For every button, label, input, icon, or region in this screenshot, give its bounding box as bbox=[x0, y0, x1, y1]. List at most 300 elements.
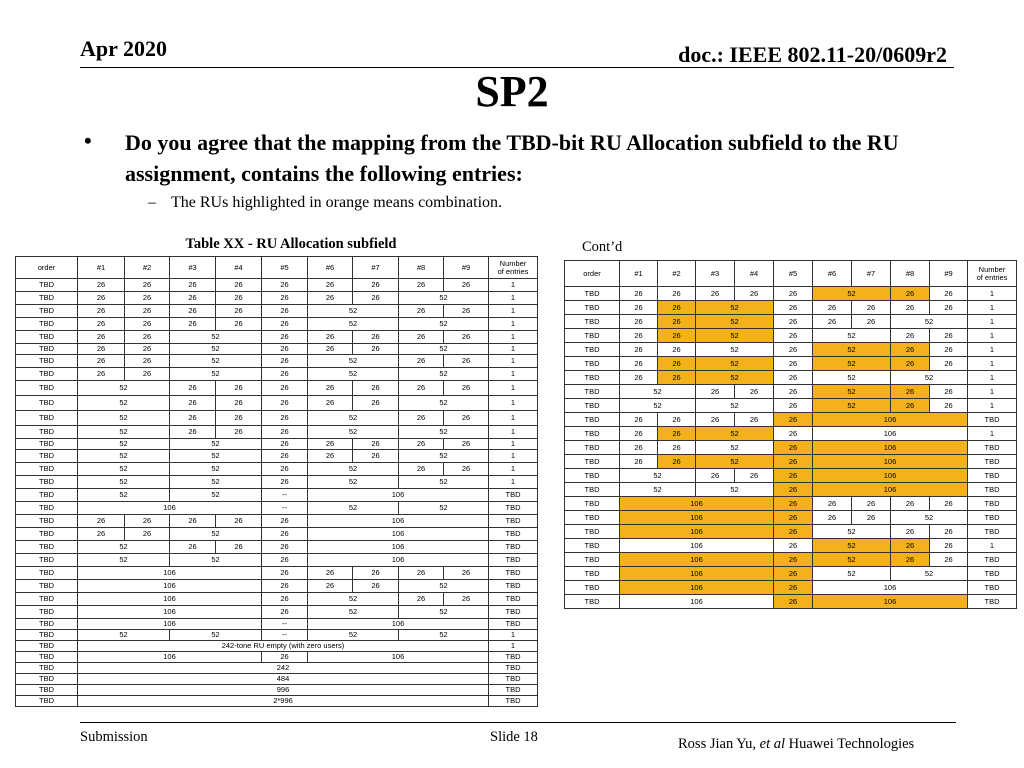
table-cell: 26 bbox=[735, 385, 774, 399]
table-cell: 26 bbox=[852, 511, 891, 525]
footer-rule bbox=[80, 722, 956, 723]
table-row bbox=[16, 368, 538, 381]
table-cell: 26 bbox=[930, 525, 968, 539]
table-cell: 26 bbox=[353, 344, 399, 355]
table-row bbox=[16, 292, 538, 305]
table-cell: 26 bbox=[262, 292, 308, 305]
table-header-cell: #7 bbox=[353, 257, 399, 279]
table-cell: TBD bbox=[968, 581, 1017, 595]
table-cell: 26 bbox=[170, 318, 216, 331]
table-cell: TBD bbox=[16, 463, 78, 476]
table-cell: 26 bbox=[852, 301, 891, 315]
table-cell: 52 bbox=[399, 426, 489, 439]
table-cell: 26 bbox=[216, 305, 262, 318]
table-cell: 1 bbox=[968, 287, 1017, 301]
table-row bbox=[565, 595, 1017, 609]
table-cell: 52 bbox=[308, 463, 399, 476]
table-cell: 26 bbox=[170, 292, 216, 305]
table-cell: 26 bbox=[170, 426, 216, 439]
table-row bbox=[16, 652, 538, 663]
table-cell: TBD bbox=[489, 652, 538, 663]
table-cell: 26 bbox=[774, 399, 813, 413]
table-row bbox=[565, 287, 1017, 301]
table-cell: 106 bbox=[308, 489, 489, 502]
table-cell: 26 bbox=[620, 413, 658, 427]
footer-submission: Submission bbox=[80, 729, 148, 745]
table-cell: 26 bbox=[620, 455, 658, 469]
ru-allocation-table bbox=[15, 256, 538, 707]
header-date: Apr 2020 bbox=[80, 36, 167, 61]
table-cell: 52 bbox=[813, 329, 891, 343]
table-cell: 52 bbox=[813, 357, 891, 371]
header-doc-id: doc.: IEEE 802.11-20/0609r2 bbox=[678, 42, 947, 67]
table-cell: 26 bbox=[774, 497, 813, 511]
table-cell: 52 bbox=[78, 630, 170, 641]
table-header-cell: #7 bbox=[852, 261, 891, 287]
table-row bbox=[16, 318, 538, 331]
table-row bbox=[16, 641, 538, 652]
table-row bbox=[16, 696, 538, 707]
table-cell: -- bbox=[262, 619, 308, 630]
table-cell: TBD bbox=[565, 371, 620, 385]
table-row bbox=[16, 580, 538, 593]
table-cell: TBD bbox=[489, 580, 538, 593]
table-row bbox=[16, 476, 538, 489]
table-cell: 52 bbox=[620, 399, 696, 413]
table-cell: 26 bbox=[696, 469, 735, 483]
table-cell: 52 bbox=[813, 371, 891, 385]
table-cell: 26 bbox=[262, 463, 308, 476]
table-cell: TBD bbox=[16, 318, 78, 331]
table-cell: 52 bbox=[399, 606, 489, 619]
table-cell: TBD bbox=[489, 674, 538, 685]
table-cell: 26 bbox=[891, 301, 930, 315]
table-cell: TBD bbox=[16, 476, 78, 489]
table-cell: TBD bbox=[16, 641, 78, 652]
table-cell: TBD bbox=[565, 287, 620, 301]
table-cell: 26 bbox=[216, 515, 262, 528]
table-cell: 52 bbox=[170, 489, 262, 502]
table-cell: 26 bbox=[813, 301, 852, 315]
table-cell: TBD bbox=[968, 525, 1017, 539]
table-cell: 52 bbox=[78, 439, 170, 450]
table-cell: 52 bbox=[891, 315, 968, 329]
table-cell: 52 bbox=[308, 426, 399, 439]
table-row bbox=[565, 371, 1017, 385]
table-row bbox=[16, 606, 538, 619]
table-cell: 26 bbox=[774, 343, 813, 357]
table-header-cell: #2 bbox=[125, 257, 170, 279]
table-cell: TBD bbox=[16, 674, 78, 685]
table-cell: 26 bbox=[444, 355, 489, 368]
table-cell: 26 bbox=[353, 439, 399, 450]
table-cell: 52 bbox=[308, 606, 399, 619]
table-row bbox=[565, 469, 1017, 483]
table-cell: 26 bbox=[774, 441, 813, 455]
table-cell: 26 bbox=[353, 279, 399, 292]
table-cell: 106 bbox=[813, 595, 968, 609]
table-row bbox=[16, 619, 538, 630]
table-cell: 106 bbox=[813, 427, 968, 441]
table-cell: TBD bbox=[565, 567, 620, 581]
table-cell: 26 bbox=[262, 567, 308, 580]
table-cell: 26 bbox=[891, 497, 930, 511]
table-header-cell: #3 bbox=[696, 261, 735, 287]
table-cell: TBD bbox=[968, 413, 1017, 427]
table-cell: 26 bbox=[308, 331, 353, 344]
table-cell: 52 bbox=[620, 483, 696, 497]
table-cell: 106 bbox=[308, 554, 489, 567]
table-cell: 52 bbox=[620, 469, 696, 483]
table-cell: TBD bbox=[489, 502, 538, 515]
table-cell: -- bbox=[262, 489, 308, 502]
table-cell: 52 bbox=[696, 455, 774, 469]
table-cell: 26 bbox=[262, 554, 308, 567]
table-cell: TBD bbox=[16, 450, 78, 463]
table-cell: 26 bbox=[308, 292, 353, 305]
table-cell: 106 bbox=[78, 619, 262, 630]
table-row bbox=[16, 567, 538, 580]
table-cell: 26 bbox=[658, 427, 696, 441]
table2-caption: Cont’d bbox=[582, 239, 623, 255]
table-row bbox=[16, 463, 538, 476]
table-cell: 26 bbox=[262, 305, 308, 318]
table-cell: 106 bbox=[620, 553, 774, 567]
table-cell: 26 bbox=[78, 515, 125, 528]
table-row bbox=[565, 497, 1017, 511]
table-cell: 52 bbox=[813, 385, 891, 399]
slide-title: SP2 bbox=[475, 67, 549, 116]
table-cell: 106 bbox=[813, 441, 968, 455]
table-cell: 26 bbox=[170, 305, 216, 318]
table-cell: 26 bbox=[216, 381, 262, 396]
table-cell: 26 bbox=[774, 595, 813, 609]
table-cell: 26 bbox=[735, 287, 774, 301]
table-cell: 26 bbox=[399, 331, 444, 344]
table-cell: TBD bbox=[16, 663, 78, 674]
table-cell: 1 bbox=[489, 318, 538, 331]
table-row bbox=[16, 411, 538, 426]
table-cell: 52 bbox=[813, 287, 891, 301]
table-cell: 26 bbox=[262, 318, 308, 331]
table-cell: TBD bbox=[489, 567, 538, 580]
table-cell: 26 bbox=[444, 381, 489, 396]
table-cell: 52 bbox=[813, 399, 891, 413]
table-cell: 26 bbox=[262, 450, 308, 463]
table-row bbox=[565, 385, 1017, 399]
table-cell: 26 bbox=[262, 331, 308, 344]
table-cell: 52 bbox=[813, 567, 891, 581]
table-row bbox=[16, 279, 538, 292]
table-cell: 106 bbox=[308, 528, 489, 541]
table-cell: 52 bbox=[308, 630, 399, 641]
table-cell: TBD bbox=[16, 331, 78, 344]
table-cell: 26 bbox=[262, 411, 308, 426]
table-cell: 52 bbox=[696, 315, 774, 329]
table-cell: 52 bbox=[399, 630, 489, 641]
table-cell: TBD bbox=[565, 315, 620, 329]
table-cell: TBD bbox=[16, 580, 78, 593]
table-row bbox=[16, 489, 538, 502]
table-cell: TBD bbox=[968, 553, 1017, 567]
table-row bbox=[565, 525, 1017, 539]
table-cell: 26 bbox=[444, 279, 489, 292]
table-cell: 106 bbox=[620, 539, 774, 553]
table-cell: 26 bbox=[125, 355, 170, 368]
table-cell: TBD bbox=[565, 511, 620, 525]
table-cell: 26 bbox=[308, 344, 353, 355]
table-cell: 26 bbox=[353, 396, 399, 411]
table-cell: 52 bbox=[308, 502, 399, 515]
table-row bbox=[16, 344, 538, 355]
table-cell: 26 bbox=[930, 399, 968, 413]
table-cell: 26 bbox=[891, 539, 930, 553]
table-cell: 106 bbox=[620, 511, 774, 525]
table-cell: TBD bbox=[565, 343, 620, 357]
table-cell: 1 bbox=[968, 371, 1017, 385]
table-cell: TBD bbox=[489, 663, 538, 674]
table-cell: TBD bbox=[565, 595, 620, 609]
table-cell: 26 bbox=[262, 593, 308, 606]
table-cell: 26 bbox=[353, 580, 399, 593]
table-cell: TBD bbox=[565, 497, 620, 511]
table-row bbox=[16, 630, 538, 641]
table-cell: 26 bbox=[308, 396, 353, 411]
table-cell: 26 bbox=[813, 511, 852, 525]
table-row bbox=[16, 528, 538, 541]
table-cell: 52 bbox=[78, 541, 170, 554]
table-cell: TBD bbox=[489, 528, 538, 541]
table1-caption: Table XX - RU Allocation subfield bbox=[185, 236, 397, 252]
table-cell: -- bbox=[262, 502, 308, 515]
table-cell: 26 bbox=[774, 553, 813, 567]
table-cell: TBD bbox=[16, 292, 78, 305]
table-cell: 26 bbox=[399, 305, 444, 318]
table-cell: 106 bbox=[620, 497, 774, 511]
table-cell: 1 bbox=[489, 426, 538, 439]
table-header-cell: #5 bbox=[262, 257, 308, 279]
table-header-cell: #3 bbox=[170, 257, 216, 279]
table-cell: 26 bbox=[262, 396, 308, 411]
table-cell: 26 bbox=[620, 287, 658, 301]
table-cell: 26 bbox=[125, 318, 170, 331]
table-cell: 106 bbox=[78, 580, 262, 593]
table-cell: 26 bbox=[620, 301, 658, 315]
ru-allocation-table-contd bbox=[564, 260, 1017, 609]
table-row bbox=[16, 331, 538, 344]
table-header-row bbox=[16, 257, 538, 279]
table-cell: 26 bbox=[353, 450, 399, 463]
table-cell: 26 bbox=[78, 331, 125, 344]
footer-author-org: Huawei Technologies bbox=[785, 736, 915, 752]
table-cell: 1 bbox=[489, 411, 538, 426]
table-cell: TBD bbox=[489, 619, 538, 630]
table-cell: TBD bbox=[565, 483, 620, 497]
table-cell: TBD bbox=[16, 355, 78, 368]
table-row bbox=[565, 315, 1017, 329]
table-cell: TBD bbox=[565, 539, 620, 553]
table-cell: 52 bbox=[78, 476, 170, 489]
table-row bbox=[565, 301, 1017, 315]
table-cell: 26 bbox=[658, 315, 696, 329]
table-row bbox=[16, 450, 538, 463]
table-cell: TBD bbox=[968, 441, 1017, 455]
table-cell: 26 bbox=[78, 305, 125, 318]
table-cell: 52 bbox=[696, 441, 774, 455]
table-cell: 26 bbox=[308, 381, 353, 396]
table-cell: 26 bbox=[735, 413, 774, 427]
table-cell: 26 bbox=[216, 318, 262, 331]
table-cell: 26 bbox=[444, 331, 489, 344]
table-cell: 52 bbox=[696, 357, 774, 371]
table-cell: 52 bbox=[399, 318, 489, 331]
table-cell: 106 bbox=[813, 581, 968, 595]
table-cell: 1 bbox=[489, 331, 538, 344]
table-cell: 52 bbox=[78, 396, 170, 411]
table-row bbox=[16, 381, 538, 396]
table-cell: 52 bbox=[170, 355, 262, 368]
table-cell: 26 bbox=[125, 368, 170, 381]
table-cell: 26 bbox=[125, 305, 170, 318]
table-cell: 106 bbox=[308, 652, 489, 663]
table-cell: 26 bbox=[891, 357, 930, 371]
table-row bbox=[565, 553, 1017, 567]
bullet-question: Do you agree that the mapping from the TBD-bit RU Allocation subfield to the RU assignment, contains the following entries: bbox=[125, 130, 899, 186]
table-cell: 26 bbox=[774, 539, 813, 553]
table-cell: 26 bbox=[353, 567, 399, 580]
footer-slide-number: Slide 18 bbox=[490, 729, 538, 745]
table-row bbox=[565, 413, 1017, 427]
table-cell: 26 bbox=[125, 292, 170, 305]
table-cell: 26 bbox=[658, 413, 696, 427]
table-cell: 26 bbox=[262, 439, 308, 450]
table-cell: 26 bbox=[308, 580, 353, 593]
table-cell: 26 bbox=[774, 385, 813, 399]
table-cell: 26 bbox=[930, 357, 968, 371]
table-header-cell: #8 bbox=[399, 257, 444, 279]
table-cell: 52 bbox=[78, 411, 170, 426]
table-cell: 26 bbox=[170, 411, 216, 426]
table-cell: TBD bbox=[489, 554, 538, 567]
table-row bbox=[16, 502, 538, 515]
table-cell: TBD bbox=[565, 455, 620, 469]
table-cell: 106 bbox=[78, 502, 262, 515]
table-cell: 26 bbox=[444, 411, 489, 426]
table-row bbox=[565, 441, 1017, 455]
table-cell: TBD bbox=[489, 541, 538, 554]
table-cell: 106 bbox=[308, 515, 489, 528]
table-row bbox=[565, 511, 1017, 525]
table-cell: 26 bbox=[78, 318, 125, 331]
table-cell: 26 bbox=[891, 385, 930, 399]
table-cell: 106 bbox=[78, 567, 262, 580]
table-header-cell: #5 bbox=[774, 261, 813, 287]
table-cell: 26 bbox=[774, 427, 813, 441]
table-cell: 52 bbox=[170, 528, 262, 541]
table-cell: 52 bbox=[170, 554, 262, 567]
table-cell: 26 bbox=[774, 525, 813, 539]
table-cell: 26 bbox=[774, 413, 813, 427]
table-cell: 52 bbox=[696, 371, 774, 385]
table-row bbox=[16, 355, 538, 368]
table-header-cell: #8 bbox=[891, 261, 930, 287]
table-cell: 26 bbox=[262, 606, 308, 619]
table-cell: 26 bbox=[658, 287, 696, 301]
table-row bbox=[16, 439, 538, 450]
table-cell: TBD bbox=[565, 441, 620, 455]
table-cell: 26 bbox=[170, 381, 216, 396]
table-cell: 26 bbox=[891, 287, 930, 301]
table-cell: 1 bbox=[489, 305, 538, 318]
table-cell: 26 bbox=[658, 343, 696, 357]
table-row bbox=[565, 427, 1017, 441]
table-cell: TBD bbox=[16, 652, 78, 663]
table-cell: 26 bbox=[125, 331, 170, 344]
table-cell: TBD bbox=[489, 606, 538, 619]
table-cell: 52 bbox=[170, 439, 262, 450]
table-cell: 52 bbox=[399, 396, 489, 411]
table-cell: 26 bbox=[262, 368, 308, 381]
table-cell: 242 bbox=[78, 663, 489, 674]
table-cell: 52 bbox=[696, 399, 774, 413]
table-cell: 26 bbox=[262, 426, 308, 439]
sub-bullet-text: The RUs highlighted in orange means combination. bbox=[171, 194, 503, 211]
table-cell: 1 bbox=[489, 368, 538, 381]
table-cell: 26 bbox=[813, 497, 852, 511]
table-cell: 52 bbox=[170, 463, 262, 476]
table-row bbox=[16, 685, 538, 696]
table-cell: 52 bbox=[696, 483, 774, 497]
table-cell: 26 bbox=[78, 344, 125, 355]
table-cell: 242-tone RU empty (with zero users) bbox=[78, 641, 489, 652]
table-cell: TBD bbox=[16, 344, 78, 355]
table-cell: 26 bbox=[78, 528, 125, 541]
bullet-marker: • bbox=[84, 128, 92, 153]
table-row bbox=[16, 554, 538, 567]
table-row bbox=[565, 357, 1017, 371]
table-cell: 26 bbox=[262, 580, 308, 593]
table-cell: 26 bbox=[353, 331, 399, 344]
table-cell: 26 bbox=[620, 343, 658, 357]
table-cell: TBD bbox=[16, 279, 78, 292]
table-cell: 1 bbox=[968, 539, 1017, 553]
table-cell: 26 bbox=[170, 541, 216, 554]
table-cell: 52 bbox=[170, 368, 262, 381]
table-cell: 26 bbox=[774, 371, 813, 385]
table-cell: TBD bbox=[16, 411, 78, 426]
table-cell: 26 bbox=[216, 292, 262, 305]
table-header-cell: order bbox=[16, 257, 78, 279]
table-row bbox=[565, 581, 1017, 595]
table-row bbox=[16, 541, 538, 554]
table-cell: 1 bbox=[968, 343, 1017, 357]
table-cell: 26 bbox=[216, 279, 262, 292]
table-cell: TBD bbox=[565, 525, 620, 539]
table-cell: 26 bbox=[930, 497, 968, 511]
table-cell: TBD bbox=[16, 619, 78, 630]
table-cell: 26 bbox=[170, 279, 216, 292]
table-cell: 26 bbox=[262, 355, 308, 368]
table-cell: 26 bbox=[399, 279, 444, 292]
table-cell: 1 bbox=[489, 355, 538, 368]
table-cell: 1 bbox=[489, 279, 538, 292]
table-cell: 26 bbox=[620, 329, 658, 343]
table-header-cell: #4 bbox=[735, 261, 774, 287]
table-cell: 26 bbox=[444, 463, 489, 476]
table-cell: 52 bbox=[308, 318, 399, 331]
table-cell: 26 bbox=[774, 329, 813, 343]
table-cell: TBD bbox=[565, 385, 620, 399]
